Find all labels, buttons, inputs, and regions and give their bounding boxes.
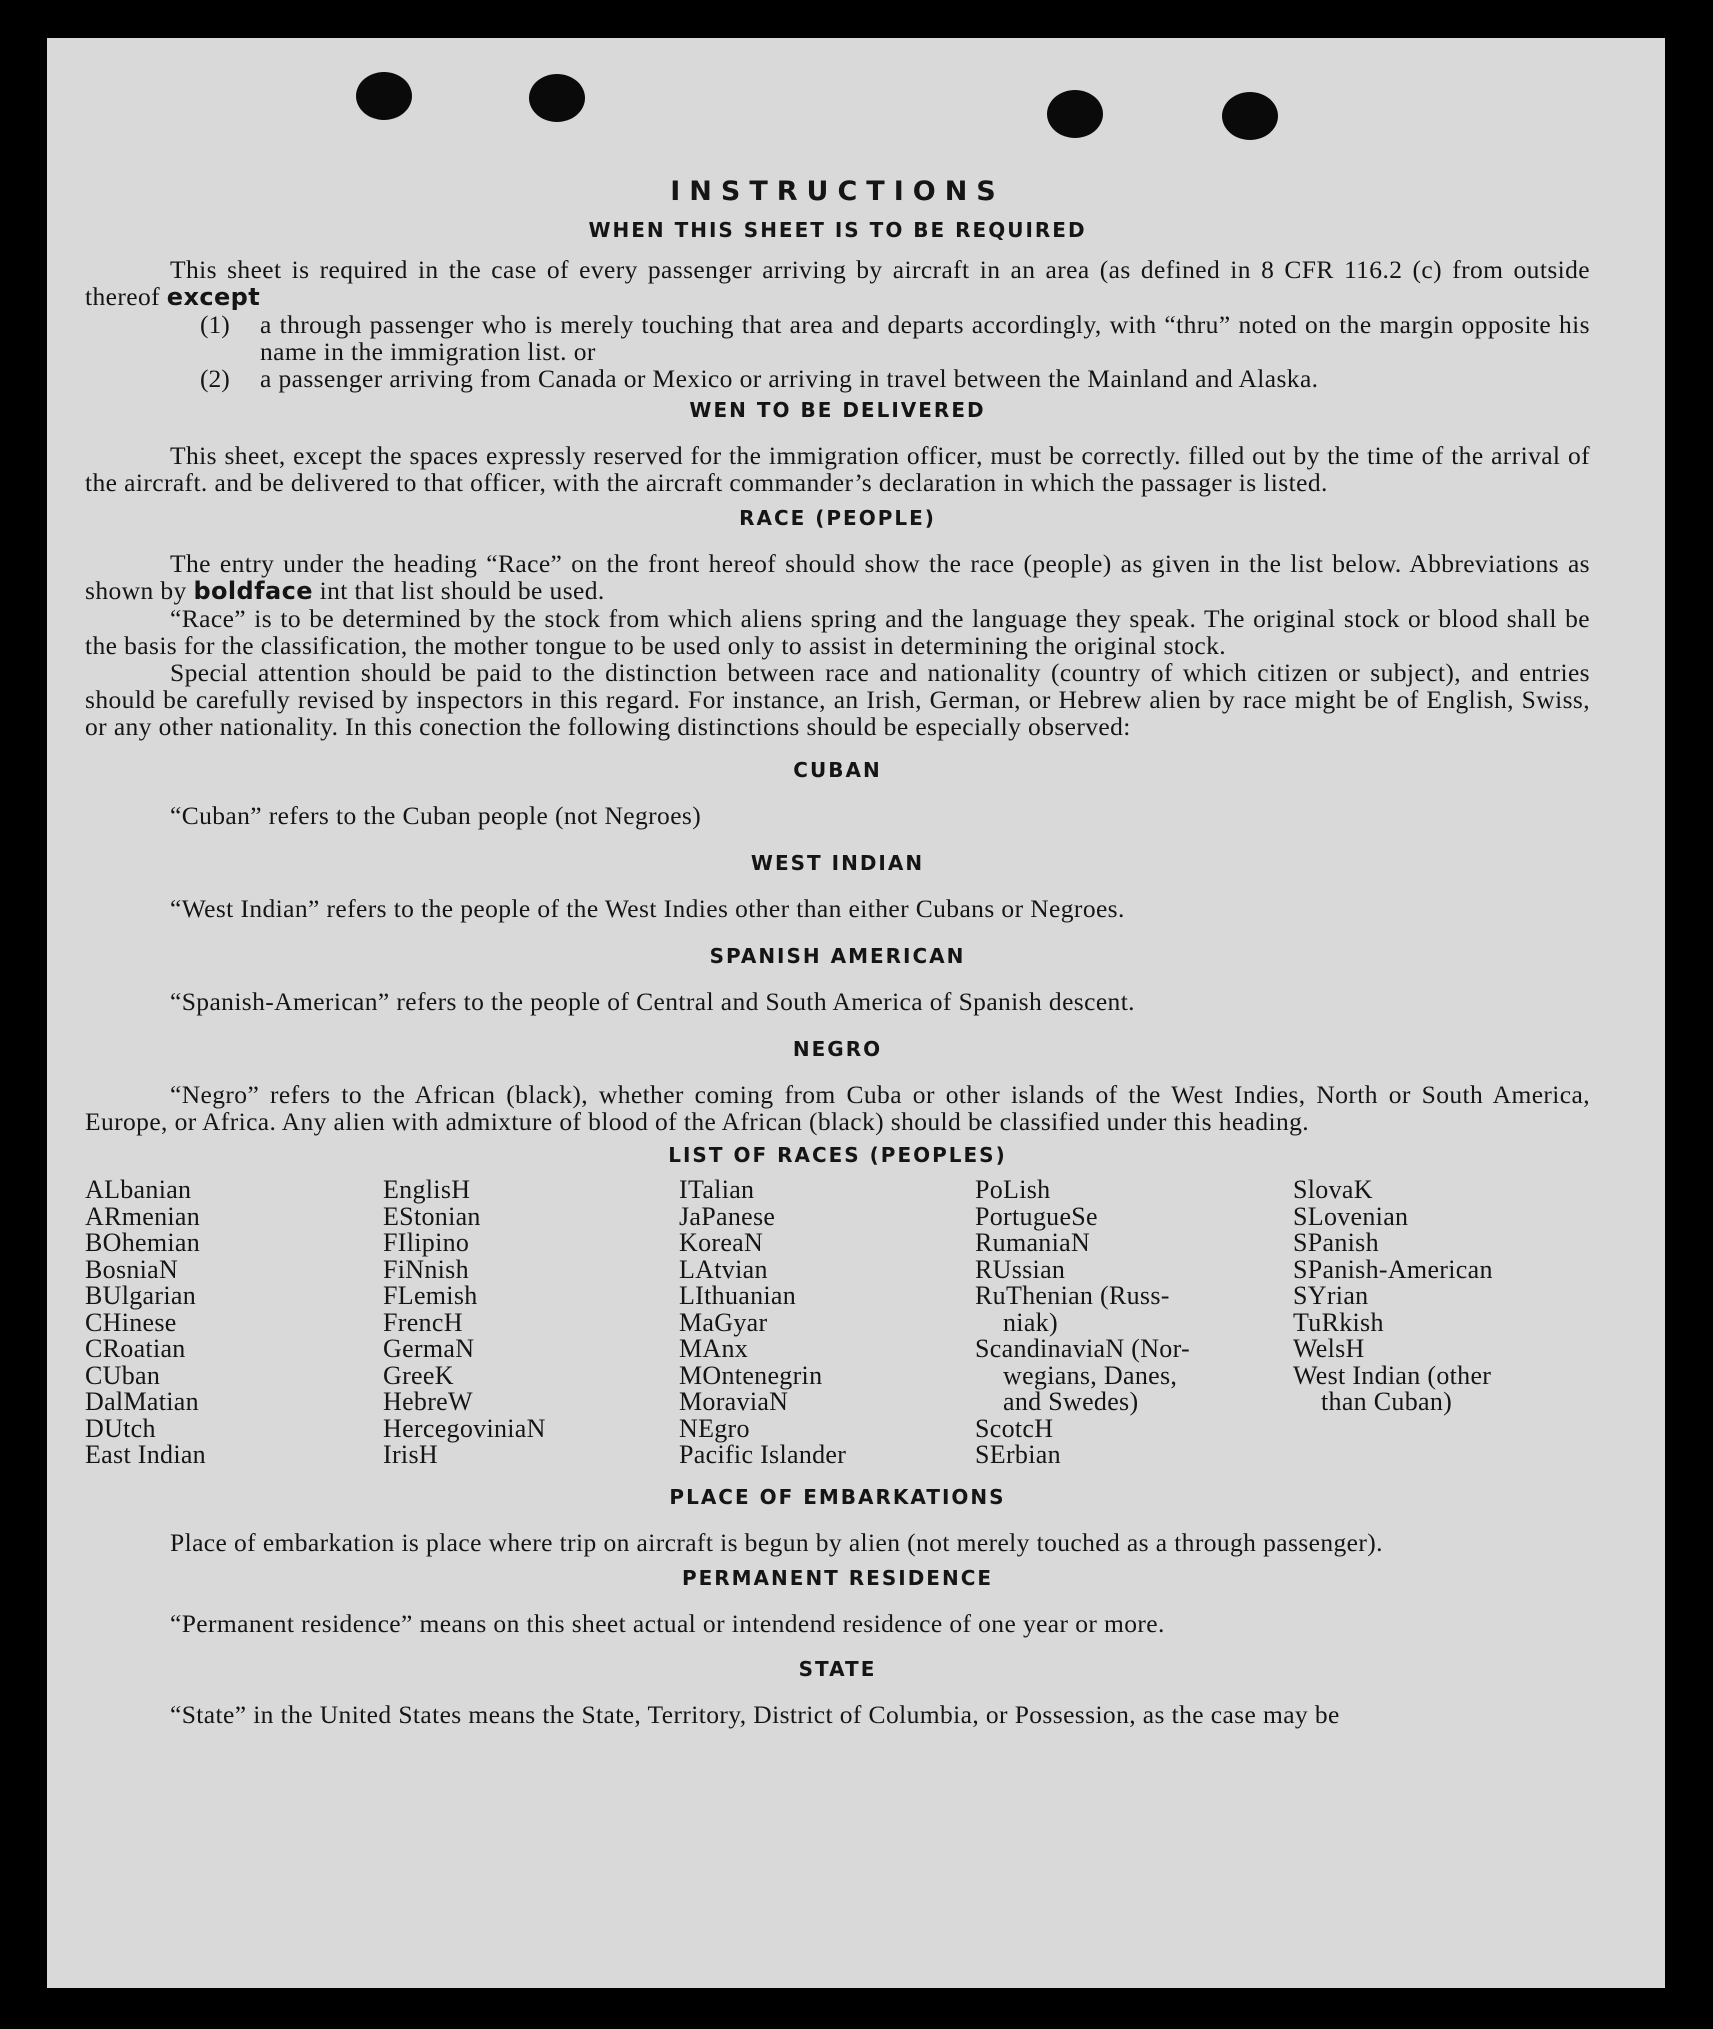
race-item: FiNnish bbox=[383, 1254, 469, 1284]
heading-when-required: WHEN THIS SHEET IS TO BE REQUIRED bbox=[588, 218, 1087, 243]
paragraph-west-indian: “West Indian” refers to the people of the West Indies other than either Cubans or Negroes. bbox=[170, 894, 1125, 924]
race-item: BosniaN bbox=[85, 1254, 179, 1284]
punch-hole bbox=[356, 72, 412, 120]
race-item: PortugueSe bbox=[975, 1201, 1098, 1231]
paragraph-race-1 bbox=[85, 550, 1590, 605]
race-item: BUlgarian bbox=[85, 1281, 197, 1311]
race-item: ALbanian bbox=[85, 1175, 192, 1205]
list-item bbox=[85, 311, 1590, 365]
item-text: a passenger arriving from Canada or Mexico or arriving in travel between the Mainland and Alaska. bbox=[260, 364, 1319, 394]
race-item: MAnx bbox=[679, 1334, 749, 1364]
race-item: MoraviaN bbox=[679, 1387, 789, 1417]
punch-hole bbox=[1222, 92, 1278, 140]
race-item: LIthuanian bbox=[679, 1281, 797, 1311]
paragraph-permanent-residence: “Permanent residence” means on this sheet actual or intendend residence of one year or more. bbox=[170, 1608, 1165, 1638]
race-item: SErbian bbox=[975, 1440, 1061, 1470]
race-item: ScandinaviaN (Nor- bbox=[975, 1334, 1190, 1364]
race-item: BOhemian bbox=[85, 1228, 201, 1258]
race-item: wegians, Danes, bbox=[1003, 1360, 1178, 1390]
race-item: SPanish bbox=[1293, 1228, 1379, 1258]
race-item: ScotcH bbox=[975, 1413, 1054, 1443]
item-number: (2) bbox=[200, 364, 230, 394]
race-item: HercegoviniaN bbox=[383, 1413, 546, 1443]
race-item: CHinese bbox=[85, 1307, 177, 1337]
paragraph-spanish-american: “Spanish-American” refers to the people of Central and South America of Spanish descent. bbox=[170, 987, 1135, 1017]
race-item: niak) bbox=[1003, 1307, 1058, 1337]
document-sheet bbox=[47, 38, 1665, 1988]
heading-spanish-american: SPANISH AMERICAN bbox=[709, 944, 966, 969]
race-item: GermaN bbox=[383, 1334, 475, 1364]
document-content bbox=[85, 176, 1590, 1728]
heading-list-of-races: LIST OF RACES (PEOPLES) bbox=[668, 1143, 1007, 1168]
paragraph-required bbox=[85, 256, 1590, 311]
punch-hole bbox=[1047, 90, 1103, 138]
paragraph-race-3: Special attention should be paid to the distinction between race and nationality (country of which citizen or subject), and entries should be carefully revised by inspectors in this regard. For instance, an Irish, German, or Hebrew alien by race might be of English, Swiss, or any other nationality. In this conection the following distinctions should be especially observed: bbox=[85, 658, 1590, 742]
race-item: DalMatian bbox=[85, 1387, 199, 1417]
race-item: ARmenian bbox=[85, 1201, 201, 1231]
race-item: East Indian bbox=[85, 1440, 206, 1470]
paragraph-embarkation: Place of embarkation is place where trip on aircraft is begun by alien (not merely touched as a through passenger). bbox=[170, 1527, 1383, 1557]
race-item: MOntenegrin bbox=[679, 1360, 823, 1390]
race-item: RUssian bbox=[975, 1254, 1066, 1284]
race-item: SPanish-American bbox=[1293, 1254, 1493, 1284]
paragraph-text: int that list should be used. bbox=[319, 576, 605, 606]
race-item: JaPanese bbox=[679, 1201, 776, 1231]
race-item: EStonian bbox=[383, 1201, 481, 1231]
paragraph-text: The entry under the heading “Race” on the front hereof should show the race (people) as given in the list below. Abbreviations as shown by bbox=[85, 549, 1590, 606]
heading-when-delivered: WEN TO BE DELIVERED bbox=[689, 398, 986, 423]
race-item: ITalian bbox=[679, 1175, 755, 1205]
paragraph-negro: “Negro” refers to the African (black), whether coming from Cuba or other islands of the West Indies, North or South America, Europe, or Africa. Any alien with admixture of blood of the African (black) should be classified under this heading. bbox=[85, 1080, 1590, 1137]
races-table bbox=[85, 1177, 1590, 1469]
race-item: than Cuban) bbox=[1321, 1387, 1453, 1417]
race-item: RuThenian (Russ- bbox=[975, 1281, 1170, 1311]
race-item: HebreW bbox=[383, 1387, 473, 1417]
heading-west-indian: WEST INDIAN bbox=[750, 851, 925, 876]
race-item: FrencH bbox=[383, 1307, 463, 1337]
race-item: FLemish bbox=[383, 1281, 478, 1311]
page-title: INSTRUCTIONS bbox=[670, 176, 1005, 207]
paragraph-race-2: “Race” is to be determined by the stock from which aliens spring and the language they speak. The original stock or blood shall be the basis for the classification, the mother tongue to be used only to assist in determining the original stock. bbox=[85, 604, 1590, 661]
race-item: SlovaK bbox=[1293, 1175, 1373, 1205]
races-column-4 bbox=[975, 1177, 1293, 1469]
race-item: PoLish bbox=[975, 1175, 1051, 1205]
paragraph-cuban: “Cuban” refers to the Cuban people (not Negroes) bbox=[170, 801, 702, 831]
heading-cuban: CUBAN bbox=[793, 758, 882, 783]
race-item: and Swedes) bbox=[1003, 1387, 1139, 1417]
race-item: KoreaN bbox=[679, 1228, 764, 1258]
race-item: EnglisH bbox=[383, 1175, 471, 1205]
race-item: WelsH bbox=[1293, 1334, 1365, 1364]
races-column-2 bbox=[383, 1177, 679, 1469]
heading-embarkation: PLACE OF EMBARKATIONS bbox=[669, 1484, 1006, 1509]
heading-state: STATE bbox=[798, 1656, 877, 1681]
race-item: RumaniaN bbox=[975, 1228, 1091, 1258]
race-item: IrisH bbox=[383, 1440, 438, 1470]
race-item: NEgro bbox=[679, 1413, 750, 1443]
bold-except: except bbox=[166, 283, 261, 312]
item-text: a through passenger who is merely touching that area and departs accordingly, with “thru” noted on the margin opposite his name in the immigration list. or bbox=[260, 310, 1590, 367]
heading-race: RACE (PEOPLE) bbox=[739, 506, 936, 531]
races-column-5 bbox=[1293, 1177, 1583, 1469]
race-item: DUtch bbox=[85, 1413, 156, 1443]
paragraph-delivered: This sheet, except the spaces expressly reserved for the immigration officer, must be correctly. filled out by the time of the arrival of the aircraft. and be delivered to that officer, with the aircraft commander’s declaration in which the passager is listed. bbox=[85, 441, 1590, 498]
list-item bbox=[85, 365, 1590, 392]
heading-negro: NEGRO bbox=[792, 1037, 883, 1062]
race-item: TuRkish bbox=[1293, 1307, 1384, 1337]
bold-boldface: boldface bbox=[193, 577, 313, 606]
races-column-3 bbox=[679, 1177, 975, 1469]
punch-hole bbox=[529, 74, 585, 122]
race-item: CRoatian bbox=[85, 1334, 186, 1364]
race-item: GreeK bbox=[383, 1360, 454, 1390]
race-item: FIlipino bbox=[383, 1228, 470, 1258]
race-item: MaGyar bbox=[679, 1307, 768, 1337]
paragraph-text: This sheet is required in the case of every passenger arriving by aircraft in an area (as defined in 8 CFR 116.2 (c) from outside thereof bbox=[85, 255, 1590, 312]
paragraph-state: “State” in the United States means the State, Territory, District of Columbia, or Possession, as the case may be bbox=[170, 1699, 1340, 1729]
item-number: (1) bbox=[200, 310, 230, 340]
race-item: SLovenian bbox=[1293, 1201, 1409, 1231]
races-column-1 bbox=[85, 1177, 383, 1469]
race-item: CUban bbox=[85, 1360, 161, 1390]
race-item: LAtvian bbox=[679, 1254, 768, 1284]
heading-permanent-residence: PERMANENT RESIDENCE bbox=[681, 1565, 994, 1590]
race-item: SYrian bbox=[1293, 1281, 1369, 1311]
race-item: West Indian (other bbox=[1293, 1360, 1492, 1390]
race-item: Pacific Islander bbox=[679, 1440, 847, 1470]
